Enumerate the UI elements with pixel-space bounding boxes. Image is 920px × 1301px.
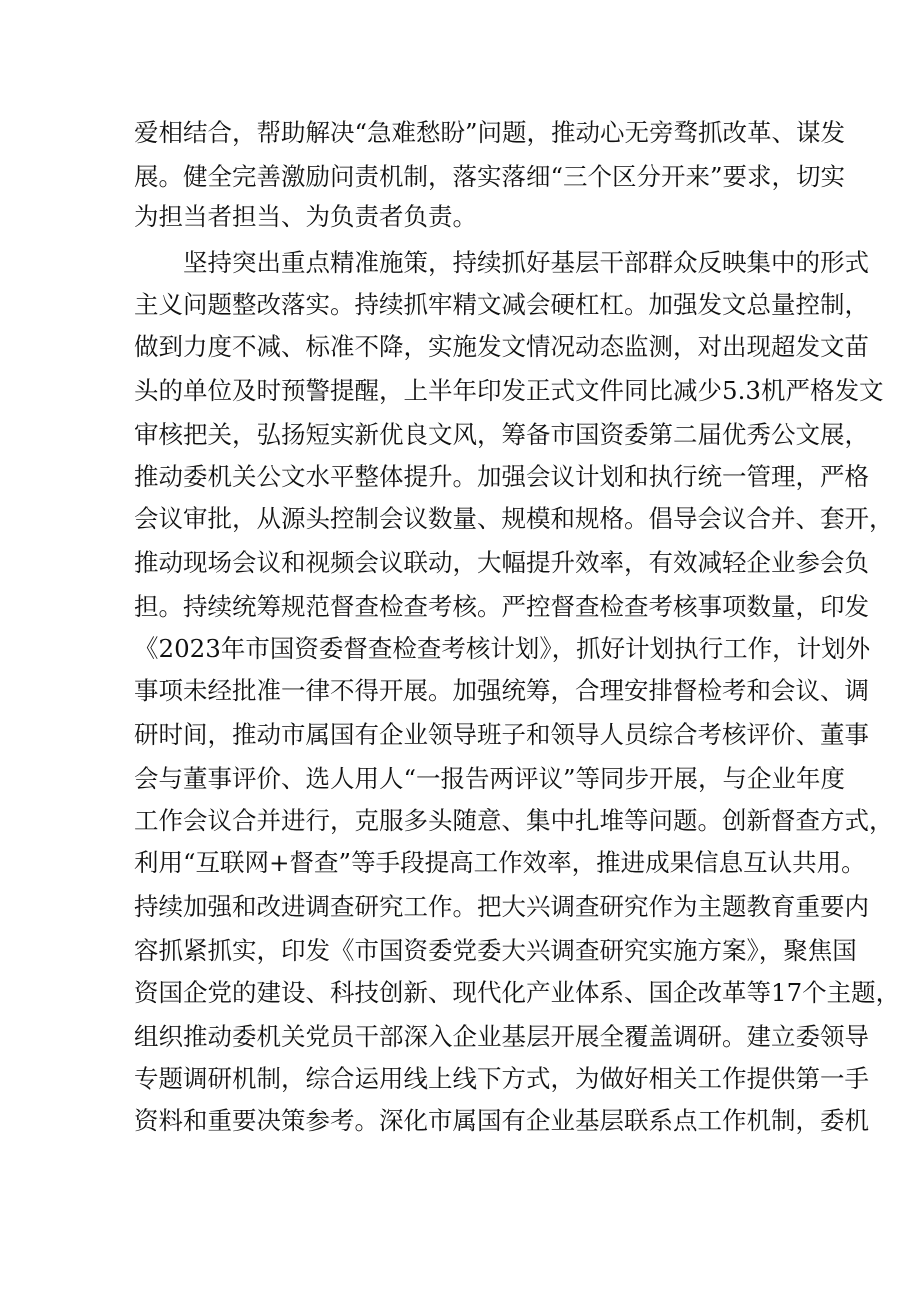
paragraph-2-line-15: 利用“互联网+督查”等手段提高工作效率，推进成果信息互认共用。	[134, 848, 866, 877]
paragraph-2-line-12: 研时间，推动市属国有企业领导班子和领导人员综合考核评价、董事	[134, 720, 869, 749]
paragraph-2-line-14: 工作会议合并进行，克服多头随意、集中扎堆等问题。创新督查方式，	[134, 806, 894, 835]
paragraph-2-line-2: 主义问题整改落实。持续抓牢精文减会硬杠杠。加强发文总量控制，	[134, 290, 869, 319]
paragraph-2-line-13: 会与董事评价、选人用人“一报告两评议”等同步开展，与企业年度	[134, 764, 846, 793]
paragraph-1-line-2: 展。健全完善激励问责机制，落实落细“三个区分开来”要求，切实	[134, 162, 846, 191]
paragraph-1-line-1: 爱相结合，帮助解决“急难愁盼”问题，推动心无旁骛抓改革、谋发	[134, 118, 846, 147]
paragraph-2-line-18: 资国企党的建设、科技创新、现代化产业体系、国企改革等17个主题，	[134, 978, 901, 1007]
paragraph-2-line-11: 事项未经批准一律不得开展。加强统筹，合理安排督检考和会议、调	[134, 676, 869, 705]
paragraph-2-line-10: 《2023年市国资委督查检查考核计划》，抓好计划执行工作，计划外	[134, 634, 871, 663]
paragraph-2-line-8: 推动现场会议和视频会议联动，大幅提升效率，有效减轻企业参会负	[134, 548, 869, 577]
paragraph-1-line-3: 为担当者担当、为负责者负责。	[134, 202, 477, 231]
paragraph-2-line-7: 会议审批，从源头控制会议数量、规模和规格。倡导会议合并、套开，	[134, 504, 894, 533]
paragraph-2-line-16: 持续加强和改进调查研究工作。把大兴调查研究作为主题教育重要内	[134, 892, 869, 921]
paragraph-2-line-17: 容抓紧抓实，印发《市国资委党委大兴调查研究实施方案》，聚焦国	[134, 936, 857, 965]
paragraph-2-line-21: 资料和重要决策参考。深化市属国有企业基层联系点工作机制，委机	[134, 1106, 869, 1135]
paragraph-2-line-5: 审核把关，弘扬短实新优良文风，筹备市国资委第二届优秀公文展，	[134, 420, 869, 449]
paragraph-2-line-6: 推动委机关公文水平整体提升。加强会议计划和执行统一管理，严格	[134, 462, 869, 491]
paragraph-2-line-1: 坚持突出重点精准施策，持续抓好基层干部群众反映集中的形式	[183, 248, 869, 277]
paragraph-2-line-4: 头的单位及时预警提醒，上半年印发正式文件同比减少5.3机严格发文	[134, 376, 884, 405]
paragraph-2-line-20: 专题调研机制，综合运用线上线下方式，为做好相关工作提供第一手	[134, 1064, 869, 1093]
paragraph-2-line-3: 做到力度不减、标准不降，实施发文情况动态监测，对出现超发文苗	[134, 332, 869, 361]
paragraph-2-line-9: 担。持续统筹规范督查检查考核。严控督查检查考核事项数量，印发	[134, 592, 869, 621]
paragraph-2-line-19: 组织推动委机关党员干部深入企业基层开展全覆盖调研。建立委领导	[134, 1022, 869, 1051]
